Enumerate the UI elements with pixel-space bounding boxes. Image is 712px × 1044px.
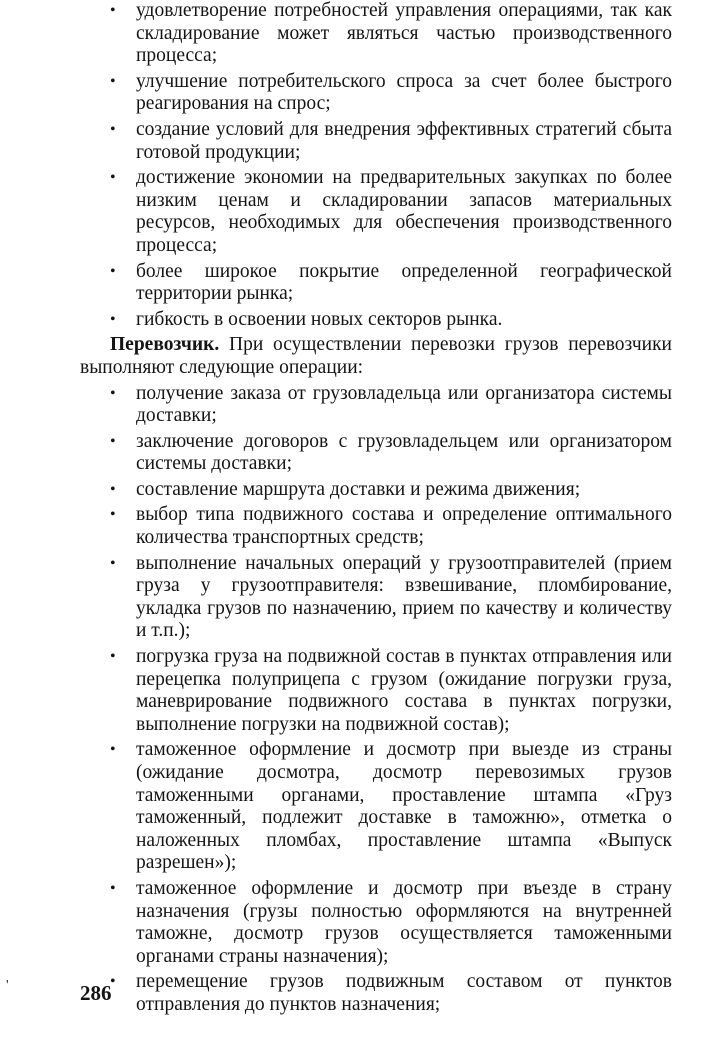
bullet-marker: •	[110, 648, 116, 666]
paragraph-text: При осуществлении перевозки грузов перевозчики выполняют следующие операции:	[80, 334, 672, 378]
bullet-marker: •	[110, 169, 116, 187]
list-item	[80, 479, 672, 502]
list-item	[80, 167, 672, 257]
list-item	[80, 0, 672, 68]
list-item	[80, 646, 672, 736]
bullet-marker: •	[110, 973, 116, 991]
list-item-text: таможенное оформление и досмотр при выезде из страны (ожидание досмотра, досмотр перевозимых грузов таможенными органами, проставление штампа «Груз таможенный, подлежит доставке в таможню», отметка о наложенных пломбах, проставление штампа «Выпуск разрешен»);	[136, 739, 672, 874]
bullet-marker: •	[110, 480, 116, 498]
list-item-text: выбор типа подвижного состава и определение оптимального количества транспортных средств;	[136, 504, 672, 549]
bullet-marker: •	[110, 72, 116, 90]
paragraph	[80, 334, 672, 379]
list-item-text: получение заказа от грузовладельца или организатора системы доставки;	[136, 382, 672, 427]
list-item-text: создание условий для внедрения эффективных стратегий сбыта готовой продукции;	[136, 118, 672, 163]
bullet-marker: •	[110, 262, 116, 280]
list-item-text: гибкость в освоении новых секторов рынка.	[136, 308, 503, 330]
bullet-marker: •	[110, 120, 116, 138]
margin-mark: '	[6, 978, 9, 993]
list-item	[80, 119, 672, 164]
list-item-text: составление маршрута доставки и режима движения;	[136, 478, 581, 500]
bullet-marker: •	[110, 741, 116, 759]
bullet-marker: •	[110, 554, 116, 572]
list-item-text: выполнение начальных операций у грузоотправителей (прием груза у грузоотправителя: взвешивание, пломбирование, укладка грузов по назначению, прием по качеству и количеству и т.п.);	[136, 552, 672, 642]
list-item	[80, 71, 672, 116]
list-item-text: погрузка груза на подвижной состав в пунктах отправления или перецепка полуприцепа с грузом (ожидание погрузки груза, маневрирование подвижного состава в пунктах погрузки, выполнение погрузки на подвижной состав);	[136, 646, 672, 735]
list-item	[80, 383, 672, 428]
page-number: 286	[80, 981, 112, 1005]
bullet-marker: •	[110, 310, 116, 328]
bullet-marker: •	[110, 506, 116, 524]
list-item	[80, 971, 672, 1016]
list-item	[80, 309, 672, 332]
list-item-text: таможенное оформление и досмотр при въезде в страну назначения (грузы полностью оформляются на внутренней таможне, досмотр грузов осуществляется таможенными органами страны назначения);	[136, 877, 672, 967]
list-item-text: перемещение грузов подвижным составом от пунктов отправления до пунктов назначения;	[136, 971, 672, 1015]
bullet-marker: •	[110, 2, 116, 19]
bullet-marker: •	[110, 879, 116, 897]
list-item-text: заключение договоров с грузовладельцем или организатором системы доставки;	[136, 430, 672, 475]
bullet-marker: •	[110, 384, 116, 402]
list-item-text: улучшение потребительского спроса за счет более быстрого реагирования на спрос;	[136, 70, 672, 115]
list-item-text: удовлетворение потребностей управления операциями, так как складирование может являться частью производственного процесса;	[136, 0, 672, 67]
list-item	[80, 878, 672, 968]
list-item	[80, 553, 672, 643]
list-item	[80, 431, 672, 476]
bullet-marker: •	[110, 432, 116, 450]
list-item-text: достижение экономии на предварительных закупках по более низким ценам и складировании запасов материальных ресурсов, необходимых для обеспечения производственного процесса;	[136, 167, 672, 256]
list-item	[80, 504, 672, 549]
list-item	[80, 261, 672, 306]
paragraph-lead: Перевозчик.	[110, 334, 220, 356]
page-content	[80, 0, 672, 1020]
list-item	[80, 739, 672, 875]
list-item-text: более широкое покрытие определенной географической территории рынка;	[136, 260, 672, 305]
